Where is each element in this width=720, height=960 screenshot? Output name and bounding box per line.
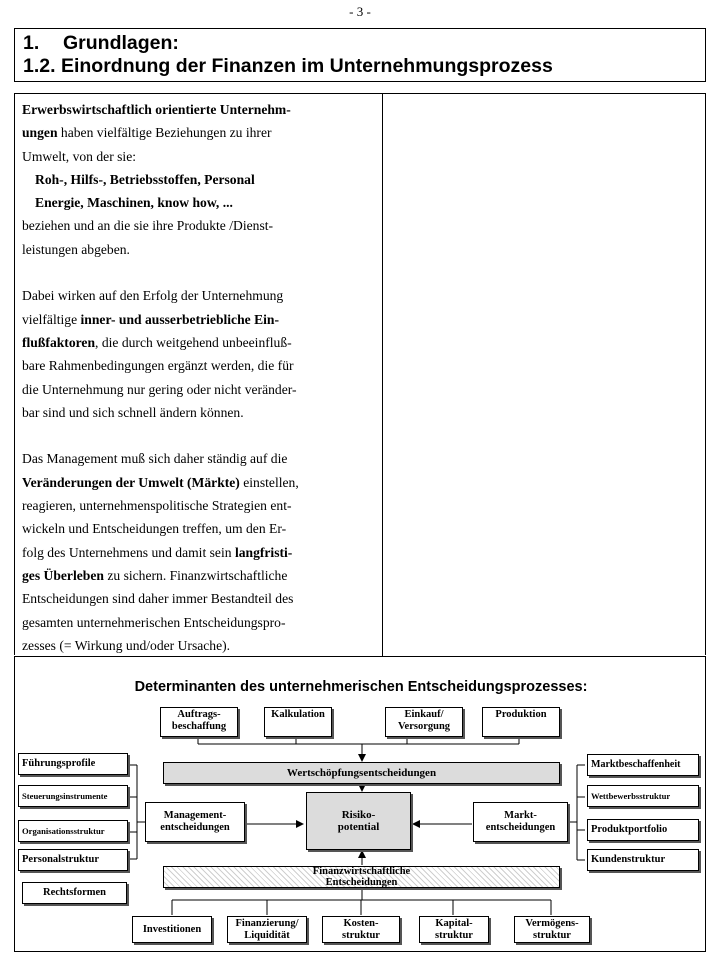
- p1-bold: Erwerbswirtschaftlich orientierte Unternehm- ungen: [22, 102, 291, 141]
- p2-a: Dabei wirken auf den Erfolg der Unternehmung vielfältige: [22, 288, 284, 327]
- p2-bold: inner- und ausserbetriebliche Ein- flußfaktoren: [22, 311, 280, 350]
- p1-list: Roh-, Hilfs-, Betriebsstoffen, Personal Energie, Maschinen, know how, ...: [35, 171, 255, 211]
- p3-bold-2: langfristi- ges Überleben: [22, 544, 293, 583]
- p1-text: haben vielfältige Beziehungen zu ihrer Umwelt, von der sie:: [22, 125, 272, 164]
- p3-a: Das Management muß sich daher ständig auf die: [22, 451, 288, 467]
- section-title: 1.2. Einordnung der Finanzen im Unternehmungsprozess: [23, 55, 553, 77]
- box-managemententscheidungen: Management- entscheidungen: [145, 802, 245, 842]
- paragraph-1: [22, 98, 377, 261]
- box-steuerungsinstrumente: Steuerungsinstrumente: [18, 785, 128, 807]
- box-marktbeschaffenheit: Marktbeschaffenheit: [587, 754, 699, 776]
- chapter-header: [14, 28, 706, 82]
- p1-end: beziehen und an die sie ihre Produkte /Dienst- leistungen abgeben.: [22, 218, 274, 257]
- page-number: - 3 -: [349, 4, 371, 19]
- box-fuehrungsprofile: Führungsprofile: [18, 753, 128, 775]
- chapter-title-text: Grundlagen:: [63, 32, 179, 54]
- box-produktion: Produktion: [482, 707, 560, 737]
- p3-b: einstellen, reagieren, unternehmenspolitische Strategien ent- wickeln und Entscheidungen treffen, um den Er- folg des Unternehmens und damit sein: [22, 474, 299, 560]
- box-finanzierung-liquiditaet: Finanzierung/ Liquidität: [227, 916, 307, 943]
- box-kostenstruktur: Kosten- struktur: [322, 916, 400, 943]
- box-produktportfolio: Produktportfolio: [587, 819, 699, 841]
- column-divider: [382, 94, 383, 656]
- box-einkauf-versorgung: Einkauf/ Versorgung: [385, 707, 463, 737]
- box-vermoegensstruktur: Vermögens- struktur: [514, 916, 590, 943]
- p2-b: , die durch weitgehend unbeeinfluß- bare Rahmenbedingungen ergänzt werden, die für die Unternehmung nur gering oder nicht veränder- bar sind und sich schnell ändern können.: [22, 334, 297, 420]
- box-kapitalstruktur: Kapital- struktur: [419, 916, 489, 943]
- box-finanzwirtschaftliche-entscheidungen: Finanzwirtschaftliche Entscheidungen: [163, 866, 560, 888]
- box-risikopotential: Risiko- potential: [306, 792, 411, 850]
- box-wertschoepfungsentscheidungen: Wertschöpfungsentscheidungen: [163, 762, 560, 784]
- p3-c: zu sichern. Finanzwirtschaftliche Entscheidungen sind daher immer Bestandteil des gesamten unternehmerischen Entscheidungspro- zesses (= Wirkung und/oder Ursache).: [22, 567, 294, 653]
- box-kundenstruktur: Kundenstruktur: [587, 849, 699, 871]
- chapter-title: [23, 32, 697, 55]
- box-rechtsformen: Rechtsformen: [22, 882, 127, 904]
- box-organisationsstruktur: Organisationsstruktur: [18, 820, 128, 842]
- box-marktentscheidungen: Markt- entscheidungen: [473, 802, 568, 842]
- box-kalkulation: Kalkulation: [264, 707, 332, 737]
- p3-bold-1: Veränderungen der Umwelt (Märkte): [22, 474, 240, 490]
- diagram-title: Determinanten des unternehmerischen Entscheidungsprozesses:: [134, 679, 588, 695]
- text-column: [22, 98, 377, 657]
- diagram-section: [14, 656, 706, 952]
- box-personalstruktur: Personalstruktur: [18, 849, 128, 871]
- box-wettbewerbsstruktur: Wettbewerbsstruktur: [587, 785, 699, 807]
- chapter-number: 1.: [23, 32, 40, 54]
- box-auftragsbeschaffung: Auftrags- beschaffung: [160, 707, 238, 737]
- box-investitionen: Investitionen: [132, 916, 212, 943]
- paragraph-2: [22, 284, 377, 424]
- paragraph-3: [22, 447, 377, 657]
- text-section: [14, 93, 706, 655]
